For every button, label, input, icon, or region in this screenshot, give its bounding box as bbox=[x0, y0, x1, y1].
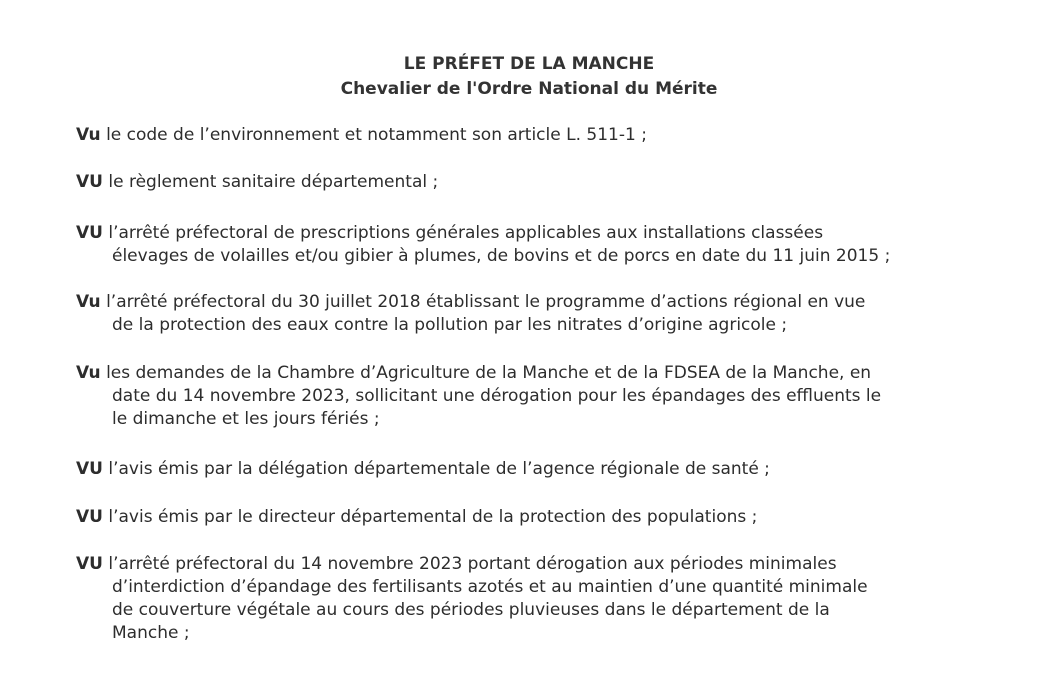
clause-lead: Vu bbox=[76, 125, 101, 145]
clause-lead: VU bbox=[76, 223, 103, 243]
clause-text: l’arrêté préfectoral du 30 juillet 2018 établissant le programme d’actions régional en vue bbox=[106, 292, 866, 312]
document-subtitle: Chevalier de l'Ordre National du Mérite bbox=[340, 79, 718, 99]
clause-text: de la protection des eaux contre la pollution par les nitrates d’origine agricole ; bbox=[112, 315, 788, 335]
clause-regional-action-programme bbox=[76, 291, 960, 337]
clause-text: de couverture végétale au cours des périodes pluvieuses dans le département de la bbox=[112, 600, 830, 620]
clause-text: l’avis émis par la délégation départementale de l’agence régionale de santé ; bbox=[108, 459, 770, 479]
clause-text: le règlement sanitaire départemental ; bbox=[108, 172, 439, 192]
clause-lead: VU bbox=[76, 507, 103, 527]
clause-sanitary-regulation bbox=[76, 171, 960, 194]
clause-text: l’avis émis par le directeur départemental de la protection des populations ; bbox=[108, 507, 758, 527]
clause-lead: VU bbox=[76, 172, 103, 192]
clause-derogation-requests bbox=[76, 362, 960, 431]
clause-lead: Vu bbox=[76, 363, 101, 383]
clause-text: date du 14 novembre 2023, sollicitant une dérogation pour les épandages des effluents le bbox=[112, 386, 882, 406]
clause-lead: Vu bbox=[76, 292, 101, 312]
clause-text: d’interdiction d’épandage des fertilisants azotés et au maintien d’une quantité minimale bbox=[112, 577, 868, 597]
clause-text: l’arrêté préfectoral de prescriptions générales applicables aux installations classées bbox=[108, 223, 824, 243]
clause-text: l’arrêté préfectoral du 14 novembre 2023 portant dérogation aux périodes minimales bbox=[108, 554, 837, 574]
clause-text: le code de l’environnement et notamment son article L. 511-1 ; bbox=[106, 125, 647, 145]
clause-health-agency-opinion bbox=[76, 458, 960, 481]
clause-lead: VU bbox=[76, 554, 103, 574]
clause-text: Manche ; bbox=[112, 623, 190, 643]
clause-general-prescriptions bbox=[76, 222, 960, 268]
clause-text: le dimanche et les jours fériés ; bbox=[112, 409, 380, 429]
clause-text: les demandes de la Chambre d’Agriculture de la Manche et de la FDSEA de la Manche, en bbox=[106, 363, 872, 383]
clause-prefectoral-order-derogation bbox=[76, 553, 960, 645]
clause-environment-code bbox=[76, 124, 960, 147]
clause-lead: VU bbox=[76, 459, 103, 479]
clause-population-protection-opinion bbox=[76, 506, 960, 529]
document-title: LE PRÉFET DE LA MANCHE bbox=[403, 54, 655, 74]
clause-text: élevages de volailles et/ou gibier à plumes, de bovins et de porcs en date du 11 juin 2015 ; bbox=[112, 246, 891, 266]
